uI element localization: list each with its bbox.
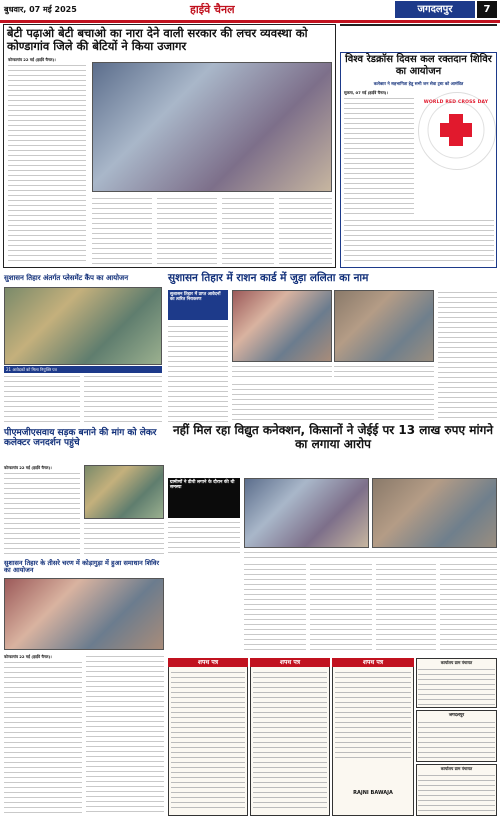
story-redcross-text-bottom xyxy=(344,218,494,264)
story-redcross-subhead: कलेक्टर ने सहभागिता हेतु सभी जन सेवा ट्रस्ट को आमंत्रित xyxy=(373,81,464,86)
story-daughters-photo xyxy=(92,62,332,192)
story-placement-headline: सुशासन तिहार अंतर्गत प्लेसमेंट कैंप का आयोजन xyxy=(4,274,129,282)
story-electricity-photo-2 xyxy=(372,478,497,548)
story-camp-headline: सुशासन तिहार के तीसरे चरण में कोड़ागुड़ा में हुआ समाधान शिविर का आयोजन xyxy=(4,559,160,575)
ad-affidavit-1-text xyxy=(171,670,245,810)
story-electricity-text-2 xyxy=(244,562,306,654)
story-placement-text-2 xyxy=(84,374,162,424)
story-ration-headline: सुशासन तिहार में राशन कार्ड में जुड़ा ललिता का नाम xyxy=(168,272,369,284)
ad-notice-3-header: कार्यालय ग्राम पंचायत xyxy=(440,766,473,771)
story-daughters-text-lines-1 xyxy=(8,63,86,263)
story-road-byline: कोण्डागांव 22 मई (हाईवे चैनल)। xyxy=(4,465,52,470)
story-electricity-text-1 xyxy=(168,520,240,555)
story-ration-caption-1 xyxy=(232,364,332,380)
story-daughters-text-lines-2 xyxy=(92,196,152,264)
masthead-city: जगदलपुर xyxy=(395,1,475,18)
story-placement-text-1 xyxy=(4,374,80,424)
ad-notice-1-header: कार्यालय ग्राम पंचायत xyxy=(440,660,473,665)
story-ration-text-3 xyxy=(232,382,434,422)
story-ration-caption-2 xyxy=(334,364,434,380)
story-redcross-byline: सुकमा, 07 मई (हाईवे चैनल)। xyxy=(344,90,388,95)
story-camp-text-2 xyxy=(86,654,164,815)
story-electricity-photo-1 xyxy=(244,478,369,548)
ad-notice-1-text xyxy=(418,667,495,705)
masthead-name: हाईवे चैनल xyxy=(190,3,235,16)
story-camp-text-1 xyxy=(4,660,82,815)
story-ration-photo-2 xyxy=(334,290,434,362)
story-redcross-top-rule xyxy=(340,24,497,26)
story-ration-text-1 xyxy=(168,324,228,422)
masthead-date: बुधवार, 07 मई 2025 xyxy=(4,5,77,14)
story-electricity-caption xyxy=(244,550,497,558)
ad-affidavit-3-name: RAJNI BAWAJA xyxy=(353,790,393,796)
ad-notice-2-header: जगदलपुर xyxy=(448,713,465,718)
story-electricity-text-5 xyxy=(440,562,497,654)
ad-affidavit-3-text xyxy=(335,670,411,760)
story-placement-caption: 21 आवेदकों को मिला नियुक्ति पत्र xyxy=(4,366,162,373)
story-daughters-headline: बेटी पढ़ाओ बेटी बचाओ का नारा देने वाली सरकार की लचर व्यवस्था को कोण्डागांव जिले की बेटियों ने किया उजागर xyxy=(7,26,308,54)
story-camp-byline: कोण्डागांव 22 मई (हाईवे चैनल)। xyxy=(4,654,52,659)
redcross-logo-text: WORLD RED CROSS DAY xyxy=(423,100,489,105)
ad-notice-3-text xyxy=(418,773,495,813)
red-cross-horizontal xyxy=(440,123,472,137)
story-road-headline: पीएमजीएसवाय सड़क बनाने की मांग को लेकर कलेक्टर जनदर्शन पहुंचे xyxy=(4,428,157,449)
story-road-photo xyxy=(84,465,164,519)
story-placement-photo xyxy=(4,287,162,365)
story-ration-sidebox-text: सुशासन तिहार में प्राप्त आवेदनों का त्वरित निराकरण xyxy=(170,292,221,303)
story-electricity-text-3 xyxy=(310,562,372,654)
story-ration-photo-1 xyxy=(232,290,332,362)
story-electricity-headline: नहीं मिल रहा विद्युत कनेक्शन, किसानों ने जेईई पर 13 लाख रुपए मांगने का लगाया आरोप xyxy=(173,423,493,451)
story-electricity-sidebox-text: ग्रामीणों ने डीपी लगाने के दौरान की थी समस्या xyxy=(170,480,235,491)
story-redcross-headline: विश्व रेडक्रॉस दिवस कल रक्तदान शिविर का आयोजन xyxy=(345,54,492,77)
story-daughters-byline: कोण्डागांव 22 मई (हाईवे चैनल)। xyxy=(8,57,56,62)
story-ration-text-2 xyxy=(438,290,497,422)
story-daughters-text-lines-4 xyxy=(222,196,274,264)
story-camp-photo xyxy=(4,578,164,650)
ad-affidavit-1-header: शपथ पत्र xyxy=(168,658,248,667)
ad-notice-2-text xyxy=(418,720,495,759)
story-redcross-text-col1 xyxy=(344,96,414,216)
story-daughters-text-lines-5 xyxy=(279,196,332,264)
story-electricity-text-4 xyxy=(376,562,436,654)
page-number: 7 xyxy=(477,1,497,18)
story-daughters-text-lines-3 xyxy=(157,196,217,264)
ad-affidavit-3-header: शपथ पत्र xyxy=(332,658,414,667)
ad-affidavit-2-header: शपथ पत्र xyxy=(250,658,330,667)
story-road-text-1 xyxy=(4,471,80,555)
ad-affidavit-2-text xyxy=(253,670,327,810)
story-road-text-2 xyxy=(84,521,164,555)
